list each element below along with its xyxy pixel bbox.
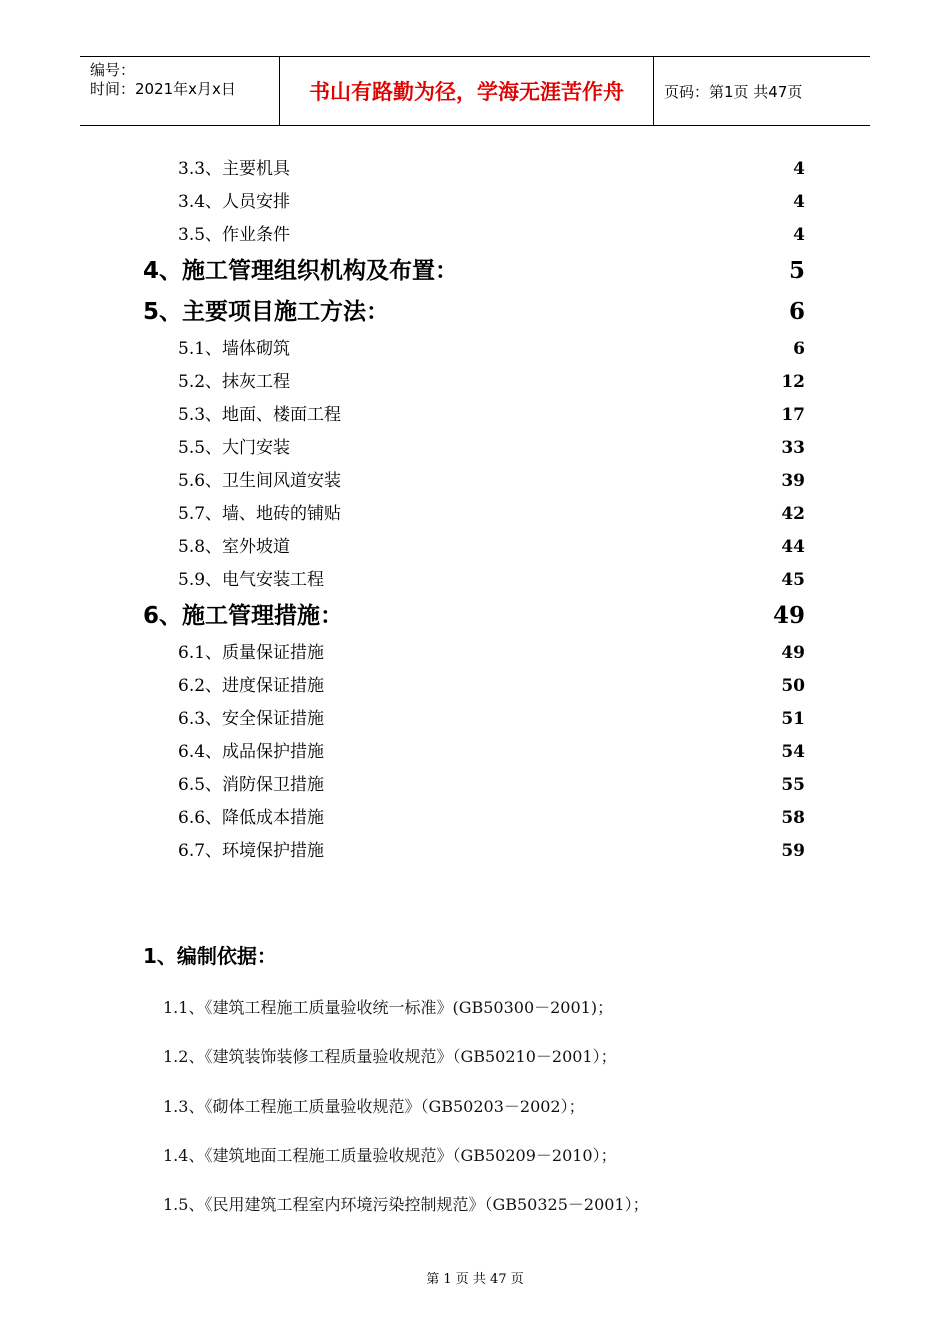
toc-entry[interactable] <box>0 802 950 834</box>
toc-entry-label: 6.6、降低成本措施 <box>178 808 325 828</box>
section-title: 1、编制依据： <box>143 944 277 968</box>
toc-entry-page: 54 <box>781 742 805 762</box>
toc-entry[interactable] <box>0 637 950 669</box>
toc-entry-page: 49 <box>781 643 805 663</box>
toc-entry-label: 6.2、进度保证措施 <box>178 676 325 696</box>
toc-entry-page: 33 <box>781 438 805 458</box>
toc-entry-page: 39 <box>781 471 805 491</box>
toc-entry-page: 12 <box>781 372 805 392</box>
toc-entry-label: 5.3、地面、楼面工程 <box>178 405 342 425</box>
toc-entry[interactable] <box>0 564 950 596</box>
toc-entry[interactable] <box>0 432 950 464</box>
toc-entry-label: 5.1、墙体砌筑 <box>178 339 291 359</box>
toc-entry-page: 17 <box>781 405 805 425</box>
toc-entry-page: 50 <box>781 676 805 696</box>
document-date: 时间：2021年x月x日 <box>90 80 236 98</box>
toc-entry[interactable] <box>0 835 950 867</box>
toc-entry-page: 49 <box>772 602 805 629</box>
toc-entry[interactable] <box>0 465 950 497</box>
toc-entry[interactable] <box>0 703 950 735</box>
toc-entry[interactable] <box>0 219 950 251</box>
toc-entry[interactable] <box>0 531 950 563</box>
toc-entry-label: 5.5、大门安装 <box>178 438 291 458</box>
toc-entry-label: 3.3、主要机具 <box>178 159 291 179</box>
toc-entry-label: 5.6、卫生间风道安装 <box>178 471 342 491</box>
toc-entry-label: 6.7、环境保护措施 <box>178 841 325 861</box>
header-motto: 书山有路勤为径，学海无涯苦作舟 <box>280 57 654 125</box>
toc-entry[interactable] <box>0 333 950 365</box>
toc-entry-page: 6 <box>793 339 805 359</box>
toc-entry-label: 3.4、人员安排 <box>178 192 291 212</box>
toc-entry[interactable] <box>0 600 950 632</box>
toc-entry-page: 6 <box>788 298 805 325</box>
page-footer: 第 1 页 共 47 页 <box>426 1272 524 1287</box>
toc-entry-label: 6.4、成品保护措施 <box>178 742 325 762</box>
toc-entry-label: 5.8、室外坡道 <box>178 537 291 557</box>
toc-entry[interactable] <box>0 498 950 530</box>
basis-item: 1.1、《建筑工程施工质量验收统一标准》(GB50300－2001)； <box>163 998 614 1017</box>
toc-entry-label: 6、施工管理措施： <box>143 603 344 629</box>
toc-entry-page: 4 <box>793 159 805 179</box>
toc-entry-page: 51 <box>781 709 805 729</box>
toc-entry[interactable] <box>0 153 950 185</box>
toc-entry-label: 3.5、作业条件 <box>178 225 291 245</box>
document-number-label: 编号： <box>90 61 136 79</box>
toc-entry-label: 5.9、电气安装工程 <box>178 570 325 590</box>
toc-entry[interactable] <box>0 399 950 431</box>
toc-entry[interactable] <box>0 296 950 328</box>
page-header <box>80 56 870 126</box>
toc-entry-page: 55 <box>781 775 805 795</box>
toc-entry-label: 5.7、墙、地砖的铺贴 <box>178 504 342 524</box>
header-meta <box>80 57 280 125</box>
basis-item: 1.4、《建筑地面工程施工质量验收规范》（GB50209－2010）； <box>163 1146 617 1165</box>
basis-item: 1.2、《建筑装饰装修工程质量验收规范》（GB50210－2001）； <box>163 1047 617 1066</box>
toc-entry-page: 45 <box>781 570 805 590</box>
toc-entry-page: 59 <box>781 841 805 861</box>
toc-entry-label: 6.5、消防保卫措施 <box>178 775 325 795</box>
toc-entry-page: 44 <box>781 537 805 557</box>
toc-entry[interactable] <box>0 186 950 218</box>
toc-entry-label: 6.3、安全保证措施 <box>178 709 325 729</box>
toc-entry-page: 5 <box>788 257 805 284</box>
toc-entry-page: 42 <box>781 504 805 524</box>
toc-entry-label: 6.1、质量保证措施 <box>178 643 325 663</box>
toc-entry-page: 4 <box>793 192 805 212</box>
toc-entry[interactable] <box>0 736 950 768</box>
header-page-info: 页码：第1页 共47页 <box>664 82 803 101</box>
basis-item: 1.3、《砌体工程施工质量验收规范》（GB50203－2002）； <box>163 1097 585 1116</box>
toc-entry[interactable] <box>0 366 950 398</box>
toc-entry-page: 4 <box>793 225 805 245</box>
toc-entry[interactable] <box>0 670 950 702</box>
toc-entry-label: 5.2、抹灰工程 <box>178 372 291 392</box>
basis-item: 1.5、《民用建筑工程室内环境污染控制规范》（GB50325－2001）； <box>163 1195 649 1214</box>
toc-entry-page: 58 <box>781 808 805 828</box>
toc-entry-label: 4、施工管理组织机构及布置： <box>143 258 459 284</box>
toc-entry-label: 5、主要项目施工方法： <box>143 299 390 325</box>
toc-entry[interactable] <box>0 255 950 287</box>
toc-entry[interactable] <box>0 769 950 801</box>
